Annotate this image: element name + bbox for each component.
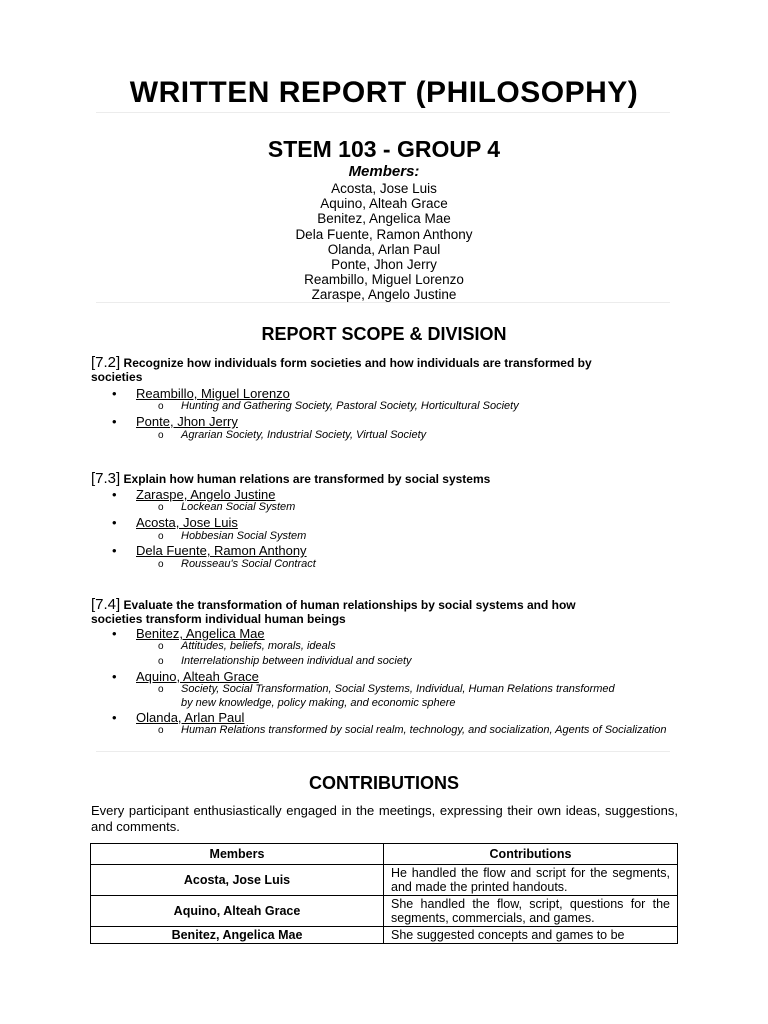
member-name: Ponte, Jhon Jerry [331, 257, 437, 273]
objective-7-3 [91, 472, 681, 486]
scope-heading: REPORT SCOPE & DIVISION [261, 324, 507, 344]
assignee-name: Ponte, Jhon Jerry [136, 414, 238, 429]
assignee-item [112, 627, 265, 641]
topic-text: Human Relations transformed by social realm, technology, and socialization, Agents of Socialization [181, 724, 667, 736]
bullet-icon: • [112, 386, 117, 401]
objective-text: Recognize how individuals form societies and how individuals are transformed by [123, 356, 592, 370]
assignee-name: Dela Fuente, Ramon Anthony [136, 543, 307, 558]
assignee-item [112, 670, 259, 684]
circle-bullet-icon: o [158, 656, 164, 667]
circle-bullet-icon: o [158, 725, 164, 736]
topic-item [158, 655, 678, 669]
topic-item [158, 683, 628, 710]
assignee-item [112, 516, 238, 530]
member-name: Dela Fuente, Ramon Anthony [295, 226, 473, 242]
objective-code: [7.3] [91, 470, 121, 487]
assignee-item [112, 387, 290, 401]
assignee-item [112, 711, 244, 725]
member-name: Olanda, Arlan Paul [327, 241, 441, 257]
member-name: Acosta, Jose Luis [331, 181, 437, 196]
topic-text: Rousseau's Social Contract [181, 558, 316, 570]
member-cell: Aquino, Alteah Grace [91, 896, 384, 927]
bullet-icon: • [112, 543, 117, 558]
assignee-name: Benitez, Angelica Mae [136, 626, 265, 641]
members-list [0, 181, 768, 303]
assignee-name: Zaraspe, Angelo Justine [136, 487, 276, 502]
objective-code: [7.2] [91, 354, 121, 371]
bullet-icon: • [112, 626, 117, 641]
objective-7-4 [91, 598, 681, 626]
table-header-row [91, 844, 678, 865]
topic-text: Agrarian Society, Industrial Society, Virtual Society [181, 429, 427, 441]
circle-bullet-icon: o [158, 684, 164, 695]
divider [96, 751, 670, 752]
topic-text: Hunting and Gathering Society, Pastoral Society, Horticultural Society [181, 400, 519, 412]
topic-item [158, 640, 678, 654]
topic-item [158, 724, 668, 738]
member-name: Reambillo, Miguel Lorenzo [304, 272, 464, 288]
assignee-name: Reambillo, Miguel Lorenzo [136, 386, 290, 401]
table-row [91, 865, 678, 896]
bullet-icon: • [112, 710, 117, 725]
document-title: WRITTEN REPORT (PHILOSOPHY) [129, 76, 639, 109]
circle-bullet-icon: o [158, 502, 164, 513]
divider [96, 112, 670, 113]
member-name: Zaraspe, Angelo Justine [311, 287, 457, 303]
topic-text: Attitudes, beliefs, morals, ideals [181, 640, 336, 652]
assignee-name: Aquino, Alteah Grace [136, 669, 259, 684]
circle-bullet-icon: o [158, 531, 164, 542]
bullet-icon: • [112, 487, 117, 502]
bullet-icon: • [112, 669, 117, 684]
member-cell: Benitez, Angelica Mae [91, 927, 384, 944]
objective-text: Explain how human relations are transformed by social systems [123, 472, 491, 486]
assignee-item [112, 544, 307, 558]
assignee-name: Olanda, Arlan Paul [136, 710, 245, 725]
circle-bullet-icon: o [158, 641, 164, 652]
bullet-icon: • [112, 515, 117, 530]
member-cell: Acosta, Jose Luis [91, 865, 384, 896]
topic-item [158, 530, 678, 544]
topic-item [158, 400, 678, 414]
bullet-icon: • [112, 414, 117, 429]
assignee-item [112, 415, 238, 429]
contribution-cell: He handled the flow and script for the segments, and made the printed handouts. [384, 865, 678, 896]
assignee-name: Acosta, Jose Luis [136, 515, 238, 530]
objective-text: societies [91, 370, 143, 384]
circle-bullet-icon: o [158, 430, 164, 441]
objective-text: societies transform individual human beings [91, 612, 346, 626]
divider [96, 302, 670, 303]
member-name: Benitez, Angelica Mae [317, 211, 451, 227]
topic-text: Society, Social Transformation, Social Systems, Individual, Human Relations transformed by new knowledge, policy making, and economic sphere [181, 683, 615, 709]
table-row [91, 927, 678, 944]
column-header: Contributions [384, 844, 678, 865]
contributions-table [90, 843, 678, 944]
objective-code: [7.4] [91, 596, 121, 613]
column-header: Members [91, 844, 384, 865]
contribution-cell: She handled the flow, script, questions for the segments, commercials, and games. [384, 896, 678, 927]
topic-text: Interrelationship between individual and society [181, 655, 412, 667]
topic-text: Lockean Social System [181, 501, 296, 513]
assignee-item [112, 488, 275, 502]
objective-7-2 [91, 356, 681, 384]
topic-text: Hobbesian Social System [181, 530, 307, 542]
circle-bullet-icon: o [158, 559, 164, 570]
contributions-intro: Every participant enthusiastically engaged in the meetings, expressing their own ideas, suggestions, and comments. [91, 803, 678, 834]
topic-item [158, 501, 678, 515]
topic-item [158, 429, 678, 443]
contribution-cell: She suggested concepts and games to be [384, 927, 678, 944]
table-row [91, 896, 678, 927]
members-label: Members: [348, 163, 420, 180]
objective-text: Evaluate the transformation of human relationships by social systems and how [123, 598, 576, 612]
contributions-heading: CONTRIBUTIONS [309, 773, 459, 793]
topic-item [158, 558, 678, 572]
member-name: Aquino, Alteah Grace [320, 196, 448, 212]
circle-bullet-icon: o [158, 401, 164, 412]
group-heading: STEM 103 - GROUP 4 [267, 136, 501, 162]
